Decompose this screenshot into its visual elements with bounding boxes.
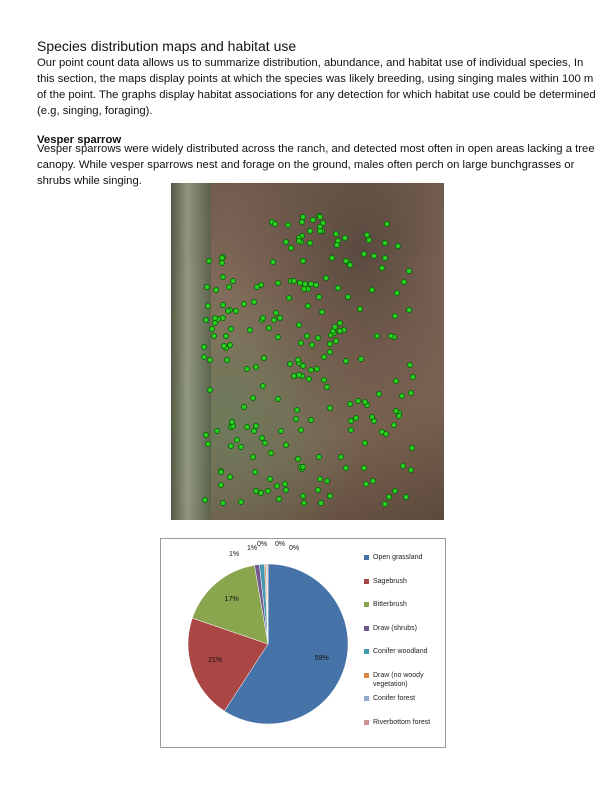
survey-point <box>382 501 388 507</box>
survey-point <box>260 315 266 321</box>
survey-point <box>317 476 323 482</box>
survey-point <box>220 302 226 308</box>
survey-point <box>283 239 289 245</box>
species-paragraph: Vesper sparrows were widely distributed across the ranch, and detected most often in open areas lacking a tree canopy. While vesper sparrows nest and forage on the ground, males often perch on large bunchgrasses or shrubs while singing. <box>37 143 595 187</box>
survey-point <box>399 393 405 399</box>
legend-item <box>373 671 445 689</box>
survey-point <box>218 469 224 475</box>
survey-point <box>285 222 291 228</box>
survey-point <box>394 290 400 296</box>
survey-point <box>207 357 213 363</box>
survey-point <box>327 349 333 355</box>
survey-point <box>370 478 376 484</box>
legend-swatch <box>364 720 369 725</box>
survey-point <box>211 333 217 339</box>
survey-point <box>213 287 219 293</box>
data-label: 0% <box>289 545 300 552</box>
survey-point <box>227 474 233 480</box>
survey-point <box>300 493 306 499</box>
survey-point <box>298 340 304 346</box>
legend-item <box>373 718 445 727</box>
survey-point <box>253 364 259 370</box>
survey-point <box>296 322 302 328</box>
survey-point <box>343 358 349 364</box>
survey-point <box>238 444 244 450</box>
survey-point <box>224 357 230 363</box>
survey-point <box>218 482 224 488</box>
habitat-pie-chart <box>160 538 446 748</box>
survey-point <box>362 440 368 446</box>
legend-label: Bitterbrush <box>373 601 407 608</box>
survey-point <box>388 333 394 339</box>
survey-point <box>401 279 407 285</box>
survey-point <box>241 301 247 307</box>
survey-point <box>253 423 259 429</box>
legend-label: Sagebrush <box>373 577 407 585</box>
survey-point <box>321 377 327 383</box>
survey-point <box>333 338 339 344</box>
survey-point <box>363 481 369 487</box>
survey-point <box>234 437 240 443</box>
survey-point <box>219 260 225 266</box>
survey-point <box>369 287 375 293</box>
survey-point <box>301 286 307 292</box>
survey-point <box>327 405 333 411</box>
survey-point <box>220 315 226 321</box>
survey-point <box>318 500 324 506</box>
survey-point <box>324 384 330 390</box>
survey-point <box>407 362 413 368</box>
survey-point <box>393 378 399 384</box>
survey-point <box>207 387 213 393</box>
survey-point <box>286 295 292 301</box>
survey-point <box>241 404 247 410</box>
legend-label: Open grassland <box>373 554 423 561</box>
survey-point <box>276 496 282 502</box>
survey-point <box>226 284 232 290</box>
survey-point <box>288 245 294 251</box>
survey-point <box>298 427 304 433</box>
survey-point <box>214 428 220 434</box>
distribution-map <box>171 183 444 520</box>
data-label: 1% <box>247 545 258 552</box>
species-heading: Vesper sparrow <box>37 134 122 146</box>
river <box>171 183 211 520</box>
survey-point <box>205 303 211 309</box>
survey-point <box>261 355 267 361</box>
survey-point <box>361 251 367 257</box>
survey-point <box>254 284 260 290</box>
survey-point <box>244 424 250 430</box>
survey-point <box>265 488 271 494</box>
data-label: 0% <box>275 541 286 548</box>
survey-point <box>202 497 208 503</box>
survey-point <box>342 235 348 241</box>
survey-point <box>382 255 388 261</box>
survey-point <box>319 309 325 315</box>
legend-item <box>373 577 445 586</box>
survey-point <box>203 317 209 323</box>
survey-point <box>275 334 281 340</box>
legend-label: Riverbottom forest <box>373 718 431 726</box>
survey-point <box>384 221 390 227</box>
survey-point <box>221 343 227 349</box>
survey-point <box>300 214 306 220</box>
survey-point <box>306 376 312 382</box>
survey-point <box>395 243 401 249</box>
survey-point <box>324 478 330 484</box>
survey-point <box>310 217 316 223</box>
survey-point <box>309 342 315 348</box>
survey-point <box>347 401 353 407</box>
survey-point <box>374 333 380 339</box>
survey-point <box>366 237 372 243</box>
survey-point <box>304 333 310 339</box>
survey-point <box>204 284 210 290</box>
survey-point <box>345 294 351 300</box>
survey-point <box>283 442 289 448</box>
survey-point <box>283 487 289 493</box>
survey-point <box>315 335 321 341</box>
survey-point <box>305 303 311 309</box>
survey-point <box>230 278 236 284</box>
survey-point <box>205 441 211 447</box>
survey-point <box>220 500 226 506</box>
survey-point <box>410 374 416 380</box>
survey-point <box>293 416 299 422</box>
survey-point <box>396 413 402 419</box>
survey-point <box>329 255 335 261</box>
survey-point <box>212 315 218 321</box>
survey-point <box>315 487 321 493</box>
survey-point <box>250 454 256 460</box>
survey-point <box>271 317 277 323</box>
legend-swatch <box>364 649 369 654</box>
survey-point <box>301 500 307 506</box>
survey-point <box>267 476 273 482</box>
survey-point <box>353 415 359 421</box>
legend-label: Conifer forest <box>373 695 416 702</box>
survey-point <box>357 306 363 312</box>
survey-point <box>296 238 302 244</box>
survey-point <box>258 490 264 496</box>
survey-point <box>247 327 253 333</box>
survey-point <box>317 214 323 220</box>
survey-point <box>282 481 288 487</box>
legend-swatch <box>364 602 369 607</box>
survey-point <box>392 488 398 494</box>
survey-point <box>333 231 339 237</box>
survey-point <box>314 366 320 372</box>
data-label: 17% <box>224 596 239 604</box>
data-label: 59% <box>314 654 329 662</box>
survey-point <box>307 240 313 246</box>
survey-point <box>348 427 354 433</box>
survey-point <box>228 443 234 449</box>
survey-point <box>270 259 276 265</box>
legend-label: Draw (no woody vegetation) <box>373 671 424 688</box>
survey-point <box>233 308 239 314</box>
legend-swatch <box>364 673 369 678</box>
survey-point <box>348 418 354 424</box>
survey-point <box>253 488 259 494</box>
survey-point <box>327 341 333 347</box>
survey-point <box>300 464 306 470</box>
survey-point <box>335 285 341 291</box>
survey-point <box>347 262 353 268</box>
legend-swatch <box>364 579 369 584</box>
legend-label: Conifer woodland <box>373 648 428 655</box>
survey-point <box>403 494 409 500</box>
survey-point <box>307 228 313 234</box>
survey-point <box>278 428 284 434</box>
survey-point <box>260 383 266 389</box>
survey-point <box>327 493 333 499</box>
survey-point <box>383 431 389 437</box>
survey-point <box>295 456 301 462</box>
survey-point <box>206 258 212 264</box>
survey-point <box>300 363 306 369</box>
legend-label: Draw (shrubs) <box>373 624 417 632</box>
survey-point <box>252 469 258 475</box>
survey-point <box>220 274 226 280</box>
survey-point <box>300 258 306 264</box>
survey-point <box>362 399 368 405</box>
section-heading: Species distribution maps and habitat use <box>37 38 297 54</box>
survey-point <box>250 395 256 401</box>
survey-point <box>295 357 301 363</box>
survey-point <box>294 407 300 413</box>
survey-point <box>219 255 225 261</box>
survey-point <box>313 282 319 288</box>
survey-point <box>392 313 398 319</box>
survey-point <box>228 326 234 332</box>
survey-point <box>376 391 382 397</box>
legend-item <box>373 647 445 656</box>
survey-point <box>275 396 281 402</box>
survey-point <box>400 463 406 469</box>
data-label: 21% <box>208 657 223 665</box>
survey-point <box>406 268 412 274</box>
legend-item <box>373 600 445 609</box>
survey-point <box>358 356 364 362</box>
survey-point <box>334 242 340 248</box>
survey-point <box>343 465 349 471</box>
survey-point <box>201 344 207 350</box>
survey-point <box>408 467 414 473</box>
survey-point <box>268 450 274 456</box>
survey-point <box>229 419 235 425</box>
survey-point <box>369 414 375 420</box>
data-label: 0% <box>257 541 268 548</box>
survey-point <box>316 294 322 300</box>
legend-swatch <box>364 555 369 560</box>
survey-point <box>379 265 385 271</box>
survey-point <box>391 422 397 428</box>
survey-point <box>287 361 293 367</box>
survey-point <box>223 333 229 339</box>
survey-point <box>266 325 272 331</box>
legend-swatch <box>364 696 369 701</box>
survey-point <box>209 326 215 332</box>
survey-point <box>338 454 344 460</box>
survey-point <box>386 494 392 500</box>
survey-point <box>321 354 327 360</box>
survey-point <box>272 221 278 227</box>
survey-point <box>308 417 314 423</box>
survey-point <box>409 445 415 451</box>
data-label: 1% <box>229 551 240 558</box>
survey-point <box>244 366 250 372</box>
survey-point <box>337 328 343 334</box>
survey-point <box>371 253 377 259</box>
legend-item <box>373 553 445 562</box>
survey-point <box>361 465 367 471</box>
survey-point <box>408 390 414 396</box>
intro-paragraph: Our point count data allows us to summarize distribution, abundance, and habitat use of individual species, In this section, the maps display points at which the species was likely breeding, using singing males within 100 m of the point. The graphs display habitat associations for any detection for which habitat use could be determined (e.g, singing, foraging). <box>37 57 596 117</box>
survey-point <box>238 499 244 505</box>
legend-item <box>373 694 445 703</box>
survey-point <box>275 280 281 286</box>
survey-point <box>316 454 322 460</box>
legend-swatch <box>364 626 369 631</box>
survey-point <box>323 275 329 281</box>
survey-point <box>406 307 412 313</box>
survey-point <box>251 299 257 305</box>
survey-point <box>225 308 231 314</box>
survey-point <box>382 240 388 246</box>
survey-point <box>308 367 314 373</box>
survey-point <box>274 483 280 489</box>
survey-point <box>355 398 361 404</box>
legend-item <box>373 624 445 633</box>
